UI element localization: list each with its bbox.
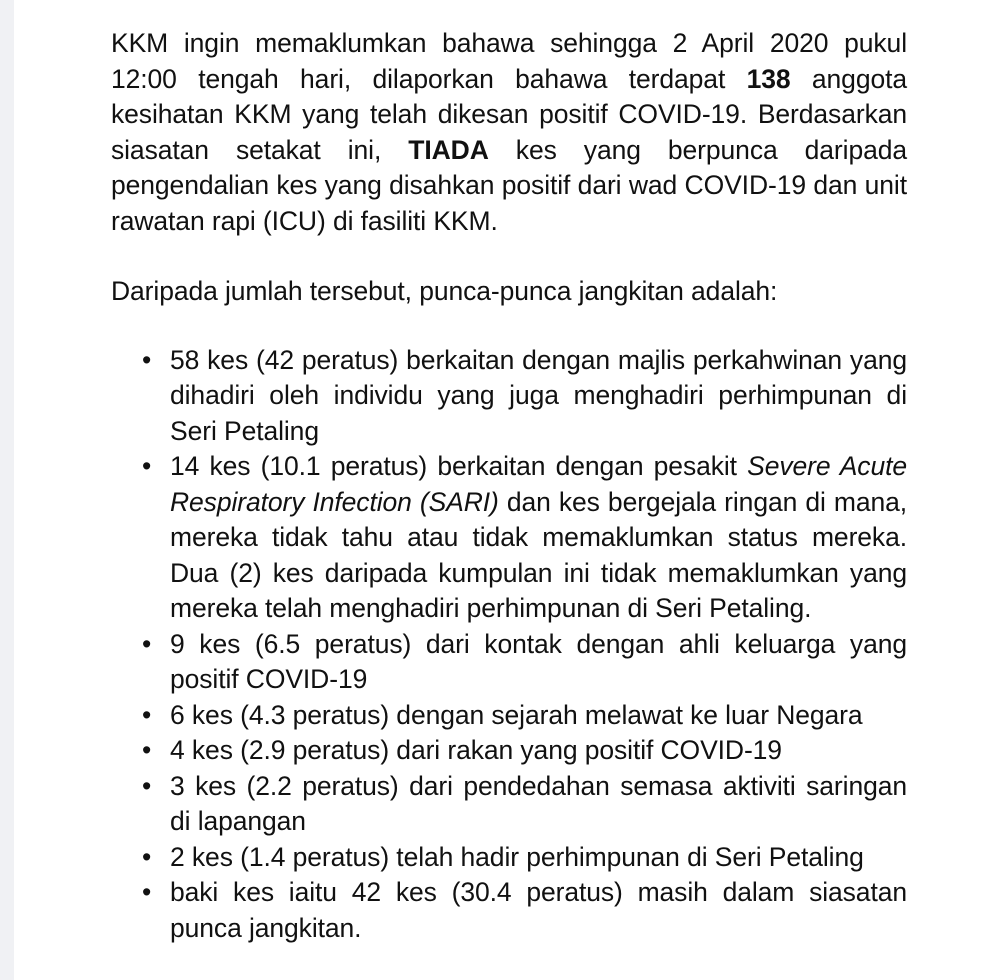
text-run: kes yang berpunca daripada pengendalian kes yang disahkan positif dari wad COVID-19 dan unit rawatan rapi (ICU) di fasiliti KKM.: [111, 134, 907, 236]
list-item: [111, 875, 907, 946]
text-run: 58 kes (42 peratus) berkaitan dengan majlis perkahwinan yang dihadiri oleh individu yang juga menghadiri perhimpunan di Seri Petaling: [170, 344, 907, 446]
document-page: [111, 0, 907, 980]
text-run: anggota kesihatan KKM yang telah dikesan positif COVID-19. Berdasarkan siasatan setakat ini,: [111, 63, 907, 165]
bullet-marker-icon: •: [142, 841, 152, 872]
list-item: [111, 769, 907, 840]
emphasis-bold: TIADA: [408, 134, 489, 165]
bullet-marker-icon: •: [142, 735, 152, 765]
paragraph-intro: [111, 26, 907, 239]
list-item-text: [170, 735, 782, 765]
bullet-marker-icon: •: [142, 699, 152, 730]
list-item: [111, 343, 907, 450]
infection-source-list: [111, 343, 907, 947]
list-item: [111, 698, 907, 734]
bullet-marker-icon: •: [142, 451, 152, 481]
list-item: [111, 733, 907, 769]
text-run: dan kes bergejala ringan di mana, mereka tidak tahu atau tidak memaklumkan status mereka. Dua (2) kes daripada kumpulan ini tidak memaklumkan yang mereka telah menghadiri perhimpunan di Seri Petaling.: [170, 486, 908, 623]
document-body: [111, 0, 907, 946]
bullet-marker-icon: •: [142, 344, 152, 375]
paragraph-list-lead-in: [111, 274, 907, 310]
list-item: [111, 627, 907, 698]
text-run: 9 kes (6.5 peratus) dari kontak dengan ahli keluarga yang positif COVID-19: [170, 628, 907, 694]
left-edge-strip: [0, 0, 14, 980]
text-run: KKM ingin memaklumkan bahawa sehingga 2 April 2020 pukul 12:00 tengah hari, dilaporkan bahawa terdapat: [111, 28, 907, 94]
bullet-marker-icon: •: [142, 770, 152, 801]
text-run: baki kes iaitu 42 kes (30.4 peratus) masih dalam siasatan punca jangkitan.: [170, 877, 907, 943]
text-run: 3 kes (2.2 peratus) dari pendedahan semasa aktiviti saringan di lapangan: [170, 770, 907, 836]
list-item-text: [170, 771, 907, 837]
text-run: 2 kes (1.4 peratus) telah hadir perhimpunan di Seri Petaling: [170, 841, 864, 872]
list-item-text: [170, 451, 907, 623]
text-run: 14 kes (10.1 peratus) berkaitan dengan pesakit: [170, 451, 748, 481]
list-item-text: [170, 877, 907, 943]
list-item-text: [170, 629, 907, 695]
list-item: [111, 840, 907, 876]
text-run: 4 kes (2.9 peratus) dari rakan yang positif COVID-19: [170, 735, 782, 765]
bullet-marker-icon: •: [142, 628, 152, 659]
list-item-text: [170, 842, 864, 872]
bullet-marker-icon: •: [142, 877, 152, 907]
emphasis-italic: Severe Acute Respiratory Infection (SARI): [170, 451, 907, 517]
list-item-text: [170, 345, 907, 446]
list-item-text: [170, 700, 863, 730]
list-item: [111, 449, 907, 627]
emphasis-bold: 138: [746, 63, 791, 94]
text-run: Daripada jumlah tersebut, punca-punca jangkitan adalah:: [111, 276, 778, 306]
text-run: 6 kes (4.3 peratus) dengan sejarah melawat ke luar Negara: [170, 699, 863, 730]
